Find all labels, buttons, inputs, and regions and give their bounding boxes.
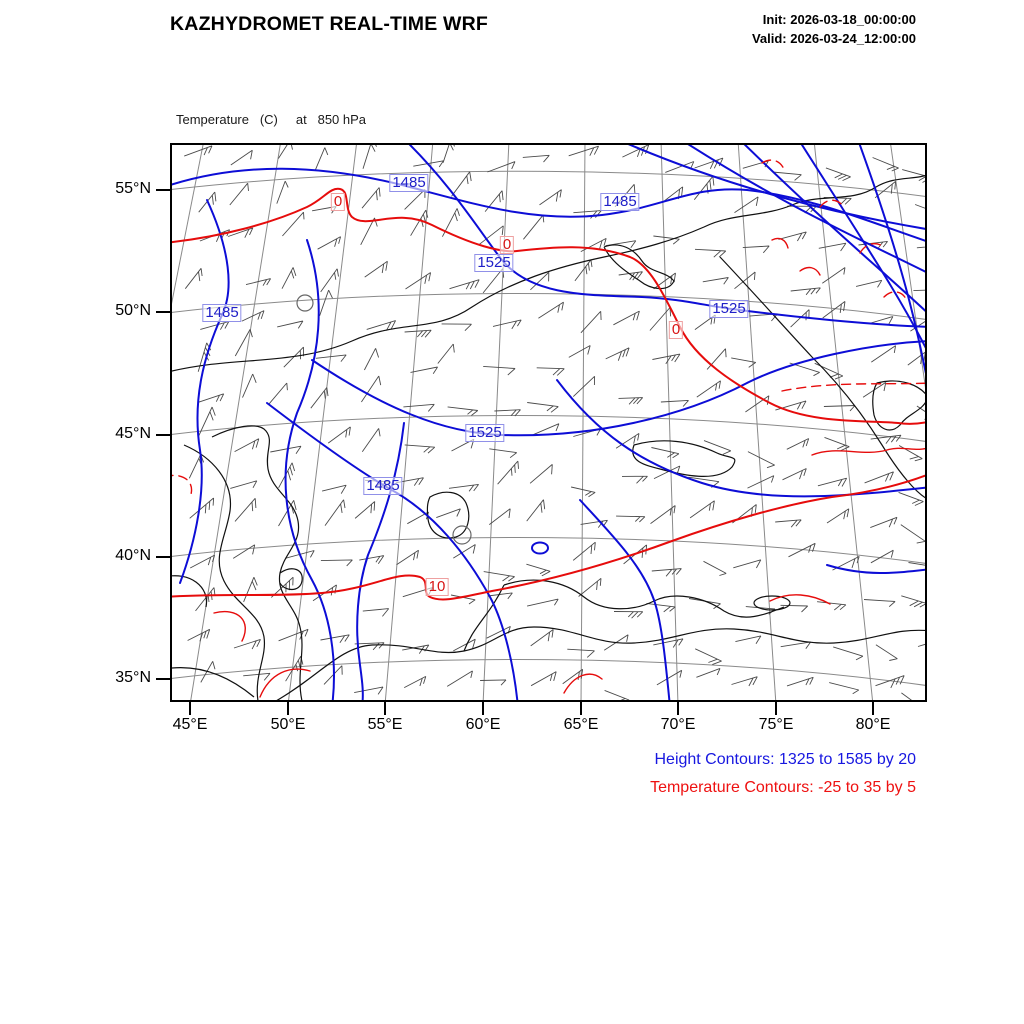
coastlines-and-borders — [172, 173, 925, 700]
y-tick — [156, 434, 170, 436]
x-tick — [482, 702, 484, 715]
contour-label: 0 — [331, 193, 345, 211]
contour-label: 1525 — [465, 424, 504, 442]
x-axis-label: 45°E — [172, 716, 208, 733]
x-axis-label: 50°E — [270, 716, 306, 733]
x-axis-label: 80°E — [855, 716, 891, 733]
x-axis-label: 65°E — [563, 716, 599, 733]
contour-label: 0 — [500, 236, 514, 254]
y-tick — [156, 678, 170, 680]
contour-label: 1485 — [363, 477, 402, 495]
run-info — [752, 10, 916, 48]
x-axis-label: 70°E — [660, 716, 696, 733]
x-tick — [775, 702, 777, 715]
x-axis-label: 60°E — [465, 716, 501, 733]
contour-label: 1525 — [474, 254, 513, 272]
y-tick — [156, 556, 170, 558]
x-tick — [872, 702, 874, 715]
y-tick — [156, 311, 170, 313]
x-tick — [384, 702, 386, 715]
contour-label: 1485 — [600, 193, 639, 211]
contour-label: 1485 — [389, 174, 428, 192]
x-axis-label: 55°E — [367, 716, 403, 733]
map-canvas — [172, 145, 925, 700]
x-tick — [189, 702, 191, 715]
y-axis-label: 40°N — [115, 547, 151, 564]
init-time: Init: 2026-03-18_00:00:00 — [762, 12, 916, 27]
height-contour-range: Height Contours: 1325 to 1585 by 20 — [654, 751, 916, 768]
contour-label: 1525 — [709, 300, 748, 318]
legend-temperature-line: Temperature (C) at 850 hPa — [176, 112, 367, 127]
contour-label: 10 — [426, 578, 449, 596]
y-axis-label: 45°N — [115, 425, 151, 442]
contour-label: 0 — [669, 321, 683, 339]
y-tick — [156, 189, 170, 191]
station-circle — [453, 526, 471, 544]
x-axis-label: 75°E — [758, 716, 794, 733]
valid-time: Valid: 2026-03-24_12:00:00 — [751, 31, 916, 46]
weather-map — [170, 143, 927, 702]
y-axis-label: 35°N — [115, 669, 151, 686]
height-contours — [172, 145, 925, 700]
y-axis-label: 55°N — [115, 180, 151, 197]
x-tick — [677, 702, 679, 715]
graticule-grid — [172, 145, 925, 700]
page-title: KAZHYDROMET REAL-TIME WRF — [170, 13, 489, 35]
temperature-contour-range: Temperature Contours: -25 to 35 by 5 — [650, 779, 916, 796]
x-tick — [580, 702, 582, 715]
x-tick — [287, 702, 289, 715]
station-circle — [297, 295, 313, 311]
contour-label: 1485 — [202, 304, 241, 322]
y-axis-label: 50°N — [115, 302, 151, 319]
